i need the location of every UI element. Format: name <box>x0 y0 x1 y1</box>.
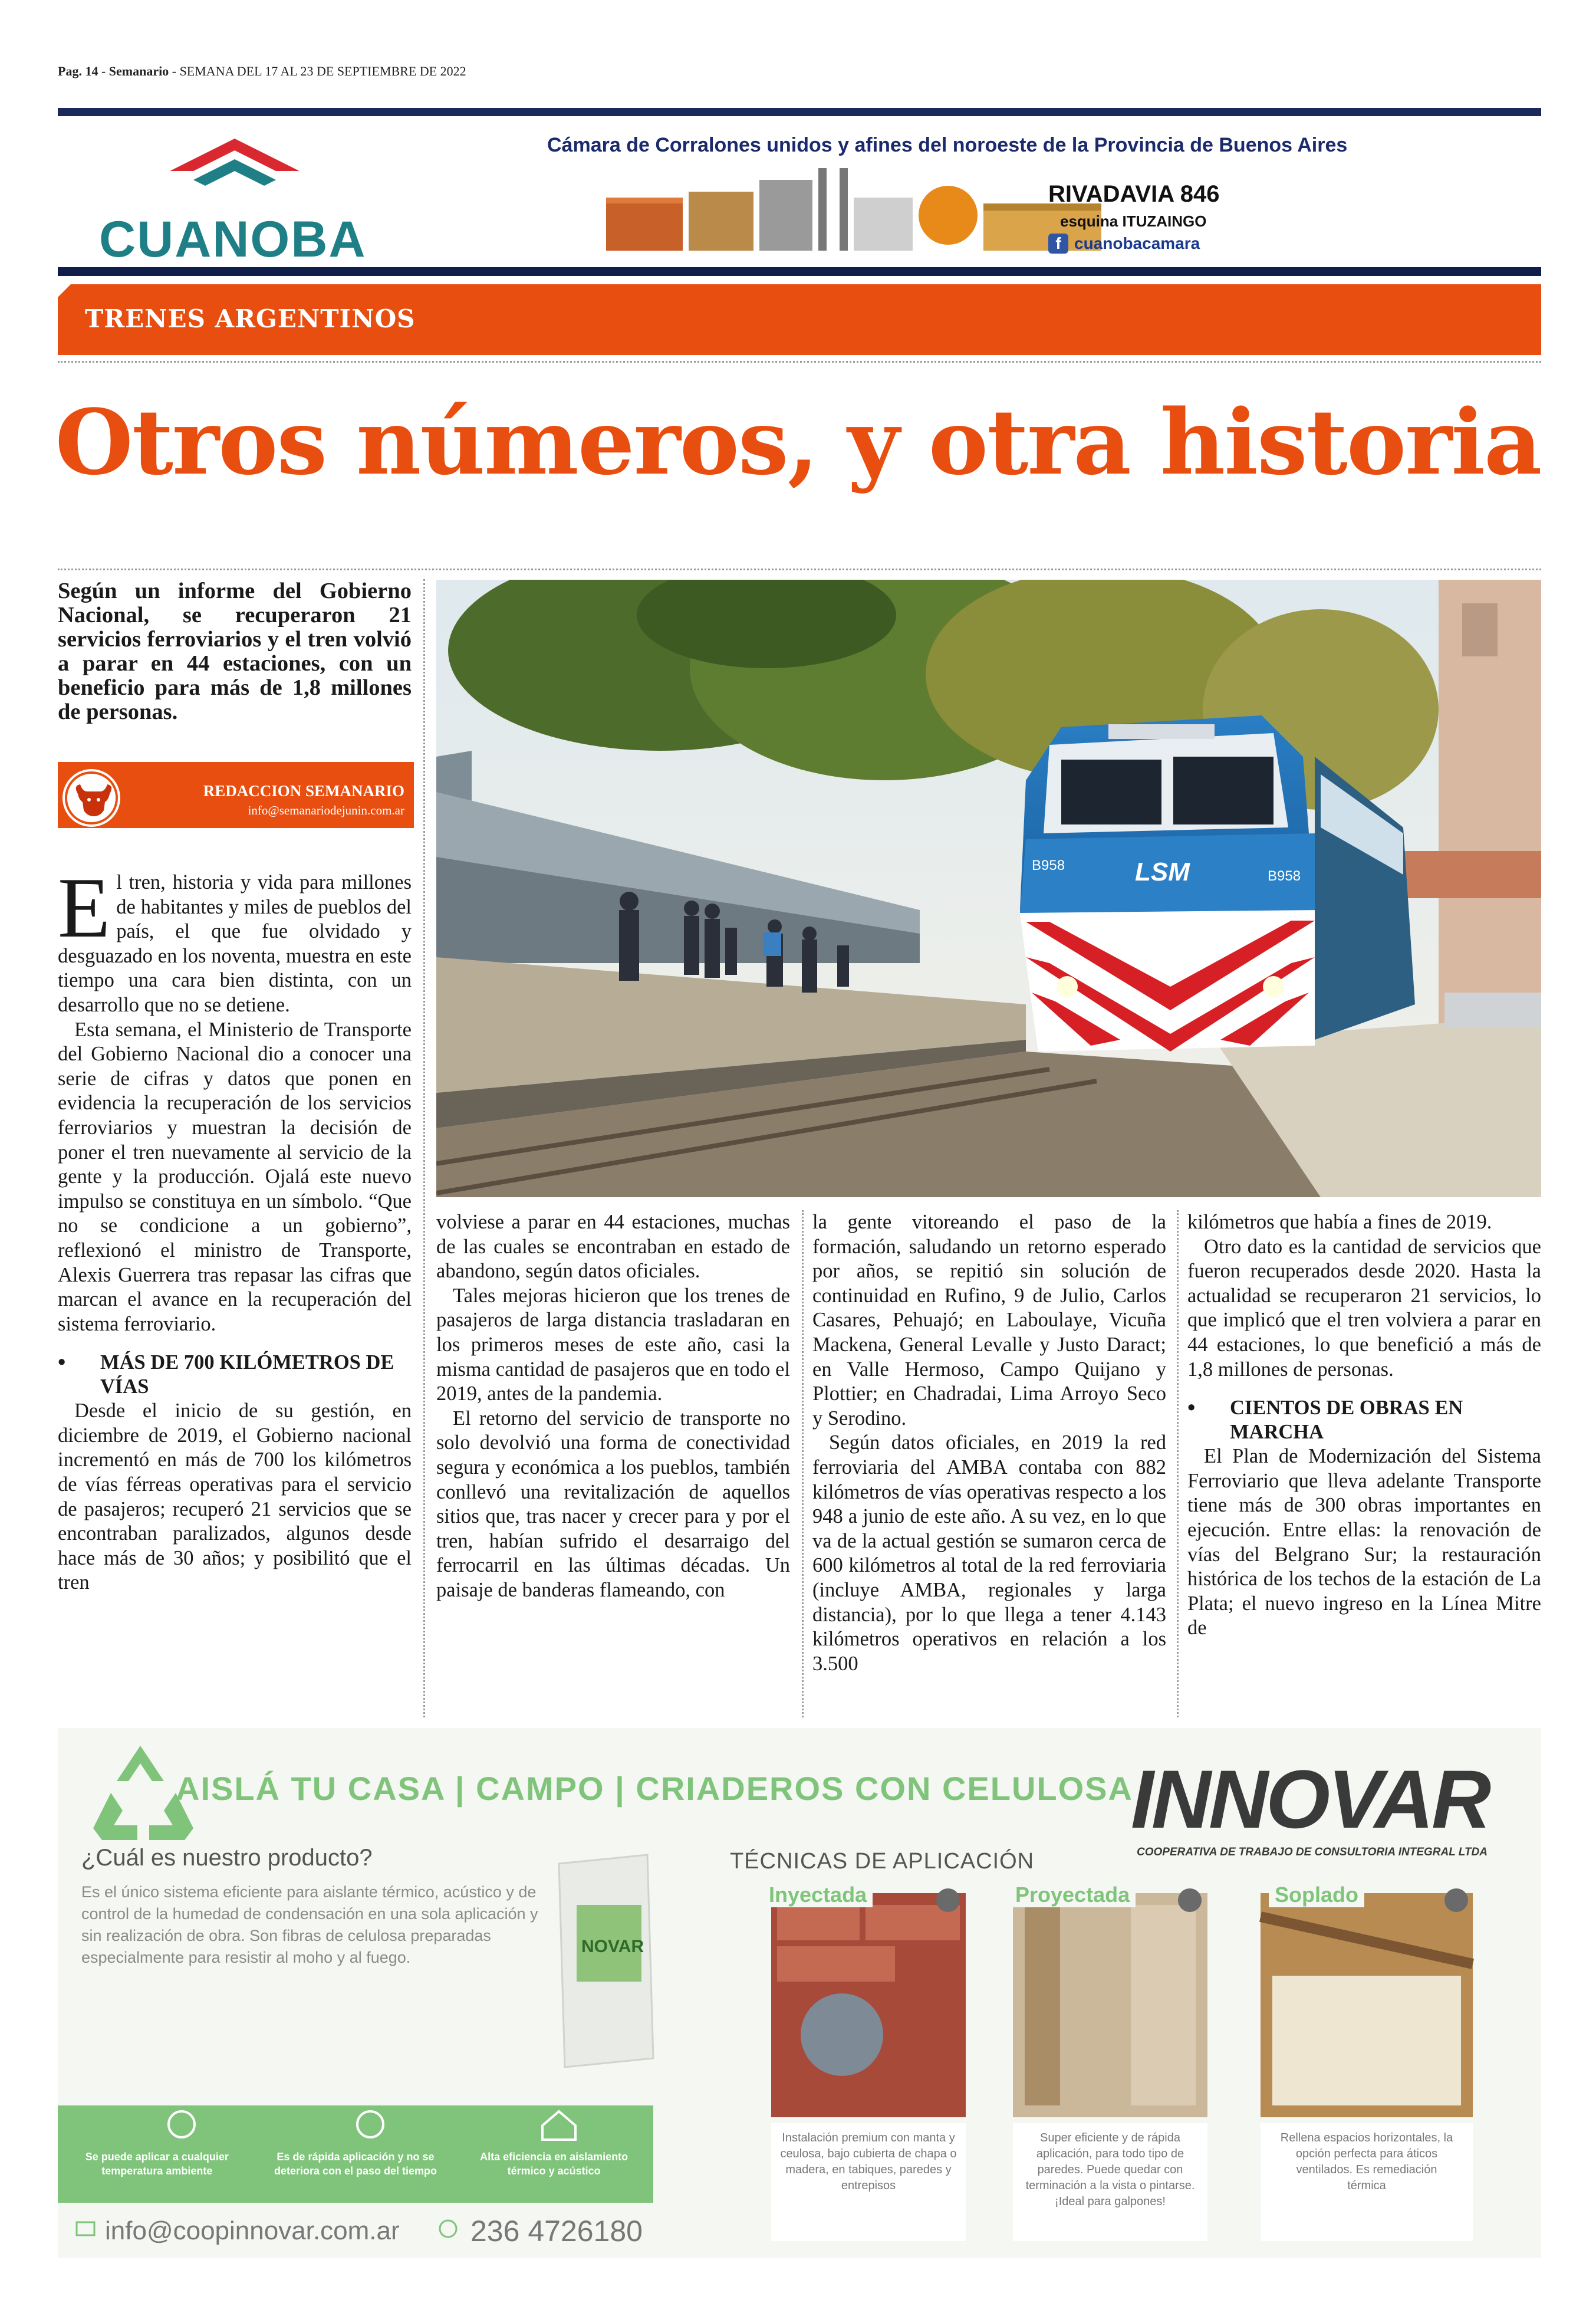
ad-tagline: AISLÁ TU CASA | CAMPO | CRIADEROS CON CELULOSA <box>176 1770 1133 1807</box>
cuanoba-logo <box>99 128 394 268</box>
ad-phone[interactable]: 236 4726180 <box>470 2215 643 2248</box>
feature-item: Se puede aplicar a cualquier temperatura ambiente <box>85 2151 229 2177</box>
paragraph: Tales mejoras hicieron que los trenes de pasajeros de larga distancia trasladaran en los primeros meses de este año, casi la misma cantidad de pasajeros que en todo el 2019, antes de la pandemia. <box>436 1284 790 1405</box>
author-email[interactable]: info@semanariodejunin.com.ar <box>248 803 404 817</box>
paragraph: kilómetros que había a fines de 2019. <box>1187 1211 1492 1233</box>
innovar-subtitle: COOPERATIVA DE TRABAJO DE CONSULTORIA INTEGRAL LTDA <box>1137 1846 1488 1858</box>
article-column-4 <box>1187 1210 1541 1641</box>
top-advertisement[interactable] <box>58 108 1541 276</box>
paragraph: El retorno del servicio de transporte no solo devolvió una forma de conectividad segura y económica a los pueblos, también conllevó una revitalización de aquellos sitios que, tras nacer y crecer para y por el tren, habían sufrido el desarraigo del ferrocarril en las últimas décadas. Un paisaje de banderas flameando, con <box>436 1407 790 1601</box>
train-number-left: B958 <box>1032 858 1065 873</box>
subheading: • MÁS DE 700 KILÓMETROS DE VÍAS <box>58 1351 412 1399</box>
paragraph: Esta semana, el Ministerio de Transporte del Gobierno Nacional dio a conocer una serie de cifras y datos que ponen en evidencia la recuperación de los servicios ferroviarios y muestran la decisión de poner el tren nuevamente al servicio de la gente y la producción. Ojalá este nuevo impulso se constituya en un símbolo. “Que no se condicione a un gobierno”, reflexionó el ministro de Transporte, Alexis Guerrera tras repasar las cifras que marcan el avance en la recuperación del sistema ferroviario. <box>58 1018 412 1335</box>
author-box <box>58 762 414 828</box>
brand-name: CUANOBA <box>99 211 367 268</box>
paragraph: Otro dato es la cantidad de servicios que fueron recuperados desde 2020. Hasta la actualidad se recuperaron 21 servicios, lo que implicó que el tren volviera a parar en 44 estaciones, lo que benefició a más de 1,8 millones de personas. <box>1187 1235 1541 1381</box>
article-column-1 <box>58 860 412 1595</box>
paragraph: volviese a parar en 44 estaciones, muchas de las cuales se encontraban en estado de abandono, según datos oficiales. <box>436 1211 790 1283</box>
facebook-link[interactable] <box>1048 234 1200 254</box>
page-number: Pag. 14 <box>58 64 98 78</box>
technique-name: Proyectada <box>1009 1883 1136 1907</box>
paper-name: Semanario <box>108 64 169 78</box>
paragraph: El Plan de Modernización del Sistema Ferroviario que lleva adelante Transporte tiene más de 300 obras importantes en ejecución. Entre ellas: la renovación de vías del Belgrano Sur; la restauración histórica de los techos de la estación de La Plata; el nuevo ingreso en la Línea Mitre de <box>1187 1445 1541 1640</box>
technique-description: Rellena espacios horizontales, la opción perfecta para áticos ventilados. Es remediación térmica <box>1280 2131 1453 2192</box>
bag-label: NOVAR <box>581 1937 644 1956</box>
feature-item: Es de rápida aplicación y no se deteriora con el paso del tiempo <box>274 2151 437 2177</box>
divider <box>58 361 1541 363</box>
techniques-title: TÉCNICAS DE APLICACIÓN <box>730 1849 1035 1874</box>
train-station-image <box>436 580 1541 1197</box>
ad-email[interactable]: info@coopinnovar.com.ar <box>105 2216 400 2245</box>
lead-paragraph: Según un informe del Gobierno Nacional, se recuperaron 21 servicios ferroviarios y el tren volvió a parar en 44 estaciones, con un beneficio para más de 1,8 millones de personas. <box>58 579 412 724</box>
technique-description: Super eficiente y de rápida aplicación, para todo tipo de paredes. Puede quedar con terminación a la vista o pintarse. ¡Ideal para galpones! <box>1025 2131 1195 2208</box>
ad-address: RIVADAVIA 846 <box>1048 181 1220 207</box>
technique-name: Inyectada <box>763 1883 873 1907</box>
technique-name: Soplado <box>1269 1883 1364 1907</box>
bull-icon <box>67 774 118 824</box>
train-number-right: B958 <box>1268 868 1301 884</box>
author-name: REDACCION SEMANARIO <box>203 782 404 800</box>
train-photo <box>436 580 1541 1197</box>
ad-title: Cámara de Corralones unidos y afines del noroeste de la Provincia de Buenos Aires <box>547 134 1348 156</box>
paragraph: la gente vitoreando el paso de la formación, saludando un retorno esperado por años, se repitió sin solución de continuidad en Rufino, 9 de Julio, Carlos Casares, Pehuajó; en Laboulaye, Vicuña Mackena, General Levalle y Justo Daract; en Valle Hermoso, Campo Quijano y Plottier; en Chadradai, Lima Arroyo Seco y Serodino. <box>812 1211 1166 1430</box>
headline: Otros números, y otra historia <box>55 389 1541 495</box>
construction-materials-illustration <box>606 168 1113 257</box>
technique-description: Instalación premium con manta y ceulosa, bajo cubierta de chapa o madera, en tabiques, paredes y entrepisos <box>780 2131 957 2192</box>
column-divider <box>423 579 425 1717</box>
feature-item: Alta eficiencia en aislamiento térmico y acústico <box>480 2151 628 2177</box>
column-divider <box>1177 1210 1179 1717</box>
paragraph: Según datos oficiales, en 2019 la red ferroviaria del AMBA contaba con 882 kilómetros de vías operativas respecto a los 948 a junio de este año. A su vez, en lo que va de la actual gestión se sumaron cerca de 600 kilómetros al total de la red ferroviaria (incluye AMBA, regionales y larga distancia), por lo que llega a tener 4.143 kilómetros operativos en relación a los 3.500 <box>812 1431 1166 1675</box>
ad-corner: esquina ITUZAINGO <box>1060 212 1207 230</box>
subheading: • CIENTOS DE OBRAS EN MARCHA <box>1187 1396 1541 1444</box>
check-icon <box>936 1888 960 1912</box>
paragraph: Desde el inicio de su gestión, en diciembre de 2019, el Gobierno nacional incrementó en más de 700 los kilómetros de vías férreas operativas para el servicio de pasajeros; recuperó 21 servicios que se encontraban paralizados, algunos desde hace más de 30 años; y posibilitó que el tren <box>58 1400 412 1594</box>
product-description: Es el único sistema eficiente para aislante térmico, acústico y de control de la humedad de condensación en una sola aplicación y sin realización de obra. Son fibras de celulosa preparadas especialmente para resistir al moho y al fuego. <box>81 1883 538 1966</box>
page-header: Pag. 14 - Semanario - SEMANA DEL 17 AL 23 DE SEPTIEMBRE DE 2022 <box>58 64 466 78</box>
bottom-advertisement[interactable] <box>58 1728 1541 2258</box>
section-bar <box>58 284 1541 355</box>
article-column-2 <box>436 1210 790 1603</box>
section-label: TRENES ARGENTINOS <box>85 304 416 333</box>
drop-cap: E <box>58 860 111 955</box>
issue-week: SEMANA DEL 17 AL 23 DE SEPTIEMBRE DE 2022 <box>179 64 466 78</box>
product-question: ¿Cuál es nuestro producto? <box>81 1845 373 1871</box>
author-logo <box>65 771 118 824</box>
article-column-3 <box>812 1210 1166 1676</box>
roof-icon <box>170 139 300 203</box>
check-icon <box>1178 1888 1202 1912</box>
divider <box>58 569 1541 570</box>
features-row <box>58 2150 653 2178</box>
check-icon <box>1444 1888 1468 1912</box>
facebook-handle: cuanobacamara <box>1074 234 1200 252</box>
train-logo: LSM <box>1135 858 1190 886</box>
facebook-icon: f <box>1048 234 1068 254</box>
column-divider <box>802 1210 804 1717</box>
innovar-brand: INNOVAR <box>1131 1753 1489 1845</box>
first-paragraph: El tren, historia y vida para millones de habitantes y miles de pueblos del país, el que fue olvidado y desguazado en los noventa, muestra en este tiempo una cara bien distinta, con un desarrollo que no se detiene. <box>58 860 412 1016</box>
